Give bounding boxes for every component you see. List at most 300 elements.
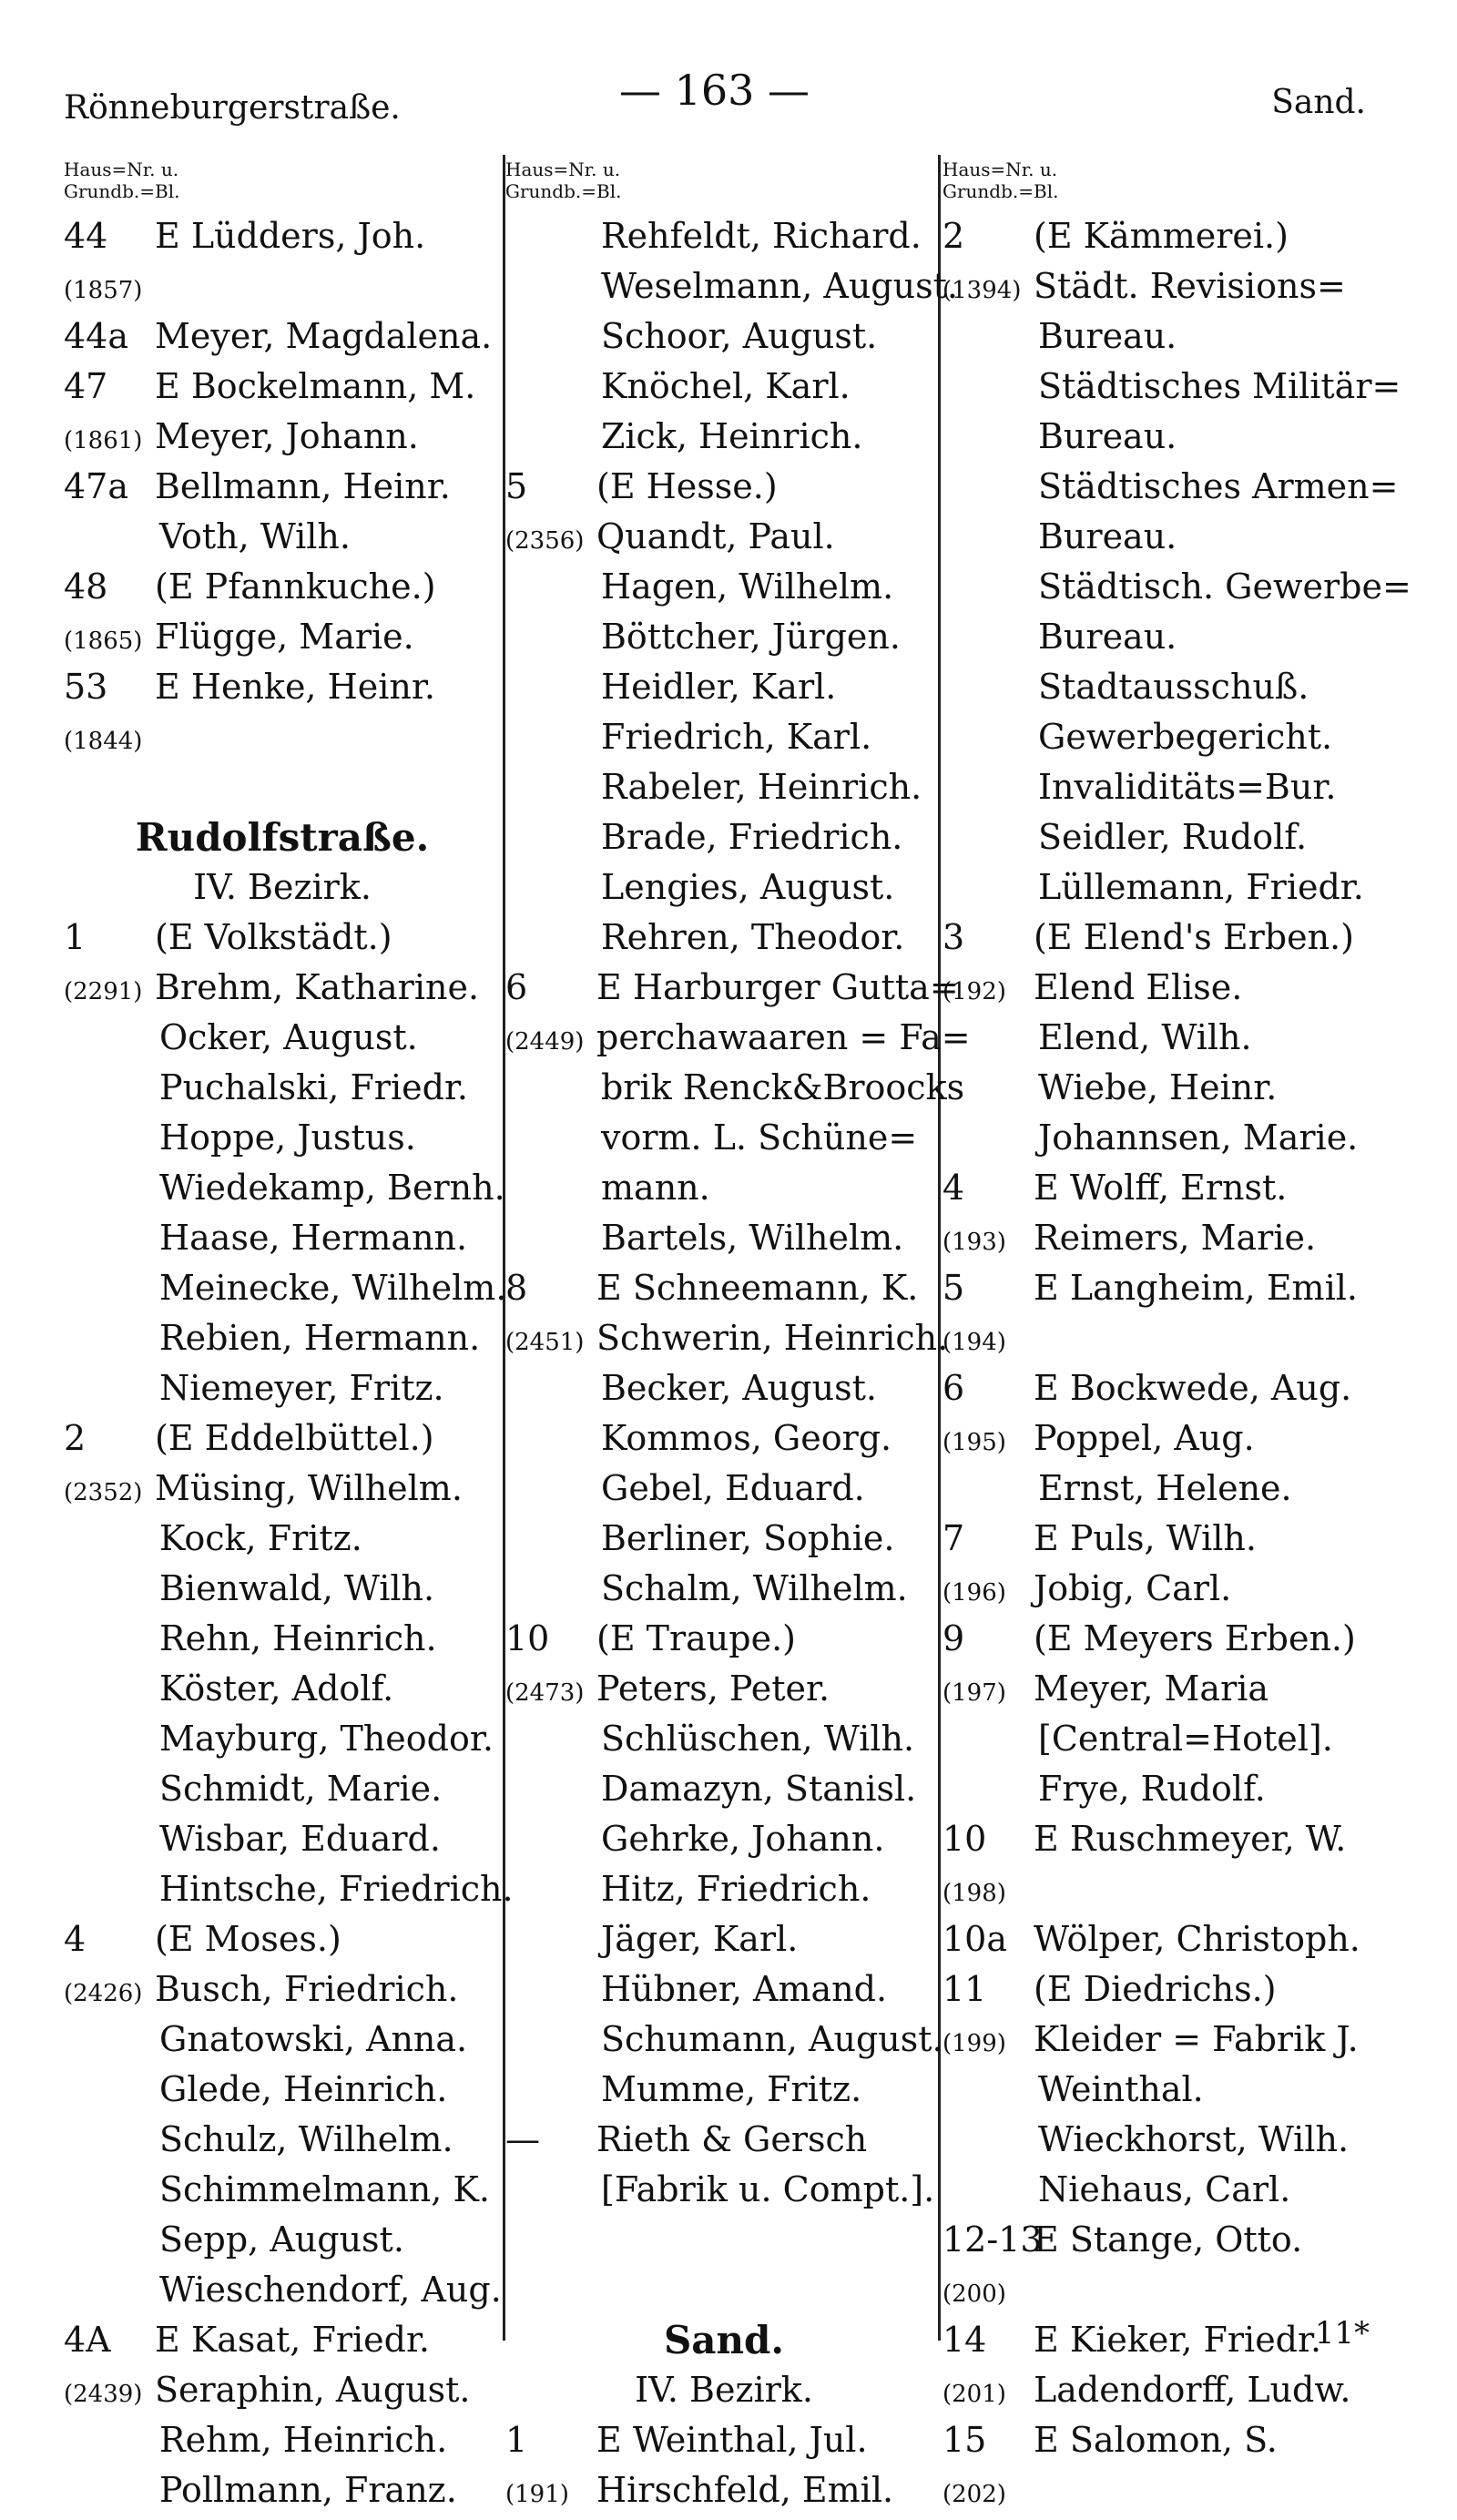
resident-name: Bureau. (1038, 516, 1177, 556)
directory-entry (505, 1363, 942, 1413)
resident-name: Jäger, Karl. (601, 1919, 799, 1959)
resident-name: Schlüschen, Wilh. (601, 1719, 915, 1759)
directory-entry (64, 662, 501, 712)
resident-name: Schulz, Wilhelm. (159, 2119, 453, 2159)
resident-name: Kommos, Georg. (601, 1418, 892, 1458)
resident-name: (E Kämmerei.) (1034, 216, 1289, 256)
district-heading: IV. Bezirk. (193, 867, 372, 907)
directory-entry (942, 1213, 1416, 1263)
directory-entry (64, 1564, 501, 1614)
resident-name: vorm. L. Schüne= (601, 1117, 918, 1158)
resident-name: Gebel, Eduard. (601, 1468, 865, 1508)
directory-entry (505, 1864, 942, 1914)
resident-name: Meyer, Magdalena. (155, 316, 493, 356)
directory-entry (942, 612, 1416, 662)
directory-entry (942, 1814, 1416, 1864)
resident-name: Wieckhorst, Wilh. (1038, 2119, 1350, 2159)
directory-entry (505, 1263, 942, 1313)
resident-name: Rehn, Heinrich. (159, 1618, 437, 1658)
directory-entry (64, 1063, 501, 1113)
page-header (0, 0, 1457, 155)
house-number: 1 (64, 917, 87, 957)
directory-entry (505, 1113, 942, 1163)
directory-entry (942, 812, 1416, 862)
directory-entry (942, 2465, 1416, 2515)
directory-entry (505, 362, 942, 412)
resident-name: E Salomon, S. (1034, 2420, 1278, 2460)
resident-name: Bienwald, Wilh. (159, 1568, 435, 1608)
directory-entry (505, 2115, 942, 2165)
resident-name: E Puls, Wilh. (1034, 1518, 1257, 1558)
resident-name: brik Renck&Broocks (601, 1067, 965, 1107)
directory-entry (942, 562, 1416, 612)
directory-entry (505, 712, 942, 762)
directory-entry (505, 913, 942, 963)
directory-entry (64, 1464, 501, 1514)
directory-entry (64, 2065, 501, 2115)
directory-entry (942, 1113, 1416, 1163)
street-heading: Rudolfstraße. (135, 815, 430, 860)
directory-entry (942, 211, 1416, 261)
resident-name: Brade, Friedrich. (601, 817, 903, 857)
directory-entry (505, 1614, 942, 1664)
directory-entry (942, 362, 1416, 412)
resident-name: Brehm, Katharine. (155, 967, 480, 1007)
resident-name: Becker, August. (601, 1368, 877, 1408)
resident-name: Friedrich, Karl. (601, 717, 872, 757)
resident-name: E Ruschmeyer, W. (1034, 1819, 1347, 1859)
house-number: 1 (505, 2420, 528, 2460)
directory-entry (64, 1313, 501, 1363)
directory-entry (942, 1664, 1416, 1714)
directory-entry (64, 1213, 501, 1263)
resident-name: Köster, Adolf. (159, 1668, 394, 1709)
house-number: 4A (64, 2320, 111, 2360)
directory-entry (942, 1163, 1416, 1213)
resident-name: (E Volkstädt.) (155, 917, 392, 957)
resident-name: Meyer, Maria (1034, 1668, 1269, 1709)
resident-name: Elend Elise. (1034, 967, 1243, 1007)
resident-name: E Schneemann, K. (596, 1268, 919, 1308)
directory-entry (942, 1914, 1416, 1964)
resident-name: Bellmann, Heinr. (155, 466, 451, 506)
house-number: 10 (505, 1618, 550, 1658)
land-register-number: (191) (505, 2481, 569, 2508)
directory-entry (505, 2465, 942, 2515)
directory-entry (942, 1363, 1416, 1413)
house-number: 9 (942, 1618, 965, 1658)
directory-entry (942, 1514, 1416, 1564)
land-register-number: (2426) (64, 1980, 143, 2007)
resident-name: Müsing, Wilhelm. (155, 1468, 463, 1508)
resident-name: Rehfeldt, Richard. (601, 216, 922, 256)
directory-entry (505, 1814, 942, 1864)
directory-entry (942, 2015, 1416, 2065)
resident-name: E Kasat, Friedr. (155, 2320, 431, 2360)
directory-entry (64, 562, 501, 612)
directory-entry (64, 1964, 501, 2015)
land-register-number: (193) (942, 1229, 1006, 1256)
land-register-number: (197) (942, 1679, 1006, 1707)
column-header: Haus=Nr. u. Grundb.=Bl. (942, 158, 1059, 202)
resident-name: Kock, Fritz. (159, 1518, 362, 1558)
resident-name: Wölper, Christoph. (1034, 1919, 1360, 1959)
spacer (505, 2215, 942, 2265)
resident-name: Weinthal. (1038, 2069, 1204, 2109)
resident-name: Hirschfeld, Emil. (596, 2470, 894, 2510)
resident-name: Mayburg, Theodor. (159, 1719, 494, 1759)
directory-entry (942, 311, 1416, 362)
directory-entry (505, 2065, 942, 2115)
directory-entry (505, 812, 942, 862)
resident-name: (E Hesse.) (596, 466, 778, 506)
directory-entry (942, 913, 1416, 963)
directory-entry (942, 1964, 1416, 2015)
resident-name: Elend, Wilh. (1038, 1017, 1252, 1057)
directory-entry (64, 2165, 501, 2215)
directory-entry (64, 2365, 501, 2415)
directory-entry (942, 1564, 1416, 1614)
resident-name: Meinecke, Wilhelm. (159, 1268, 507, 1308)
directory-entry (64, 1363, 501, 1413)
signature-mark: 11* (1314, 2315, 1370, 2352)
resident-name: Ernst, Helene. (1038, 1468, 1292, 1508)
land-register-number: (194) (942, 1329, 1006, 1356)
resident-name: Bureau. (1038, 416, 1177, 456)
resident-name: Rehm, Heinrich. (159, 2420, 448, 2460)
directory-entry (942, 1714, 1416, 1764)
resident-name: E Stange, Otto. (1034, 2219, 1303, 2260)
directory-entry (505, 1213, 942, 1263)
resident-name: Rieth & Gersch (596, 2119, 868, 2159)
resident-name: Wiebe, Heinr. (1038, 1067, 1278, 1107)
directory-entry (505, 1163, 942, 1213)
house-number: 14 (942, 2320, 987, 2360)
resident-name: Ladendorff, Ludw. (1034, 2370, 1351, 2410)
directory-entry (942, 2065, 1416, 2115)
resident-name: Rabeler, Heinrich. (601, 767, 922, 807)
directory-entry (64, 261, 501, 311)
land-register-number: (2439) (64, 2381, 143, 2408)
resident-name: Peters, Peter. (596, 1668, 830, 1709)
resident-name: Schumann, August. (601, 2019, 943, 2059)
land-register-number: (1844) (64, 728, 143, 755)
resident-name: E Henke, Heinr. (155, 667, 435, 707)
directory-entry (505, 2015, 942, 2065)
directory-entry (64, 1664, 501, 1714)
directory-entry (64, 311, 501, 362)
directory-entry (64, 2215, 501, 2265)
resident-name: E Lüdders, Joh. (155, 216, 426, 256)
column-3 (942, 158, 1416, 2508)
land-register-number: (201) (942, 2381, 1006, 2408)
resident-name: (E Pfannkuche.) (155, 566, 436, 607)
directory-entry (505, 862, 942, 913)
column-1 (64, 158, 514, 2510)
directory-entry (64, 1864, 514, 1914)
resident-name: mann. (601, 1168, 710, 1208)
resident-name: Rebien, Hermann. (159, 1318, 481, 1358)
directory-entry (942, 862, 1416, 913)
district-heading: IV. Bezirk. (635, 2370, 813, 2410)
resident-name: Wiedekamp, Bernh. (159, 1168, 505, 1208)
resident-name: perchawaaren = Fa= (596, 1017, 971, 1057)
house-number: 4 (64, 1919, 87, 1959)
land-register-number: (1857) (64, 277, 143, 304)
directory-entry (64, 2015, 501, 2065)
directory-entry (505, 963, 959, 1013)
resident-name: Schwerin, Heinrich. (596, 1318, 949, 1358)
directory-entry (64, 1163, 505, 1213)
resident-name: Ocker, August. (159, 1017, 418, 1057)
resident-name: Bureau. (1038, 617, 1177, 657)
house-number: 4 (942, 1168, 965, 1208)
resident-name: Seraphin, August. (155, 2370, 471, 2410)
resident-name: Böttcher, Jürgen. (601, 617, 901, 657)
directory-entry (942, 2115, 1416, 2165)
directory-entry (942, 2165, 1416, 2215)
directory-entry (942, 712, 1416, 762)
land-register-number: (199) (942, 2030, 1006, 2057)
directory-entry (942, 412, 1416, 462)
resident-name: Puchalski, Friedr. (159, 1067, 469, 1107)
land-register-number: (1394) (942, 277, 1022, 304)
resident-name: Schmidt, Marie. (159, 1769, 443, 1809)
resident-name: E Kieker, Friedr. (1034, 2320, 1322, 2360)
directory-entry (942, 1614, 1416, 1664)
resident-name: Hintsche, Friedrich. (159, 1869, 514, 1909)
resident-name: Flügge, Marie. (155, 617, 414, 657)
resident-name: Invaliditäts=Bur. (1038, 767, 1337, 807)
directory-entry (942, 963, 1416, 1013)
directory-entry (942, 2265, 1416, 2315)
directory-entry (505, 762, 942, 812)
resident-name: Quandt, Paul. (596, 516, 835, 556)
resident-name: (E Meyers Erben.) (1034, 1618, 1356, 1658)
resident-name: Wisbar, Eduard. (159, 1819, 441, 1859)
resident-name: Zick, Heinrich. (601, 416, 863, 456)
directory-entry (64, 1263, 507, 1313)
directory-entry (505, 2415, 942, 2465)
directory-entry (942, 1263, 1416, 1313)
house-number: 3 (942, 917, 965, 957)
resident-name: Weselmann, August. (601, 266, 958, 306)
land-register-number: (2291) (64, 978, 143, 1005)
resident-name: [Central=Hotel]. (1038, 1719, 1333, 1759)
directory-entry (505, 562, 942, 612)
directory-entry (64, 2465, 501, 2515)
resident-name: E Harburger Gutta= (596, 967, 959, 1007)
house-number: 6 (505, 967, 528, 1007)
resident-name: Stadtausschuß. (1038, 667, 1309, 707)
resident-name: (E Eddelbüttel.) (155, 1418, 434, 1458)
resident-name: Seidler, Rudolf. (1038, 817, 1308, 857)
resident-name: Rehren, Theodor. (601, 917, 905, 957)
directory-entry (505, 1413, 942, 1464)
resident-name: Lüllemann, Friedr. (1038, 867, 1364, 907)
directory-entry (64, 512, 501, 562)
resident-name: Lengies, August. (601, 867, 895, 907)
house-number: 12-13 (942, 2219, 1043, 2260)
resident-name: Schimmelmann, K. (159, 2169, 490, 2209)
resident-name: Bureau. (1038, 316, 1177, 356)
resident-name: E Weinthal, Jul. (596, 2420, 868, 2460)
directory-entry (505, 1013, 971, 1063)
resident-name: Hagen, Wilhelm. (601, 566, 894, 607)
directory-entry (64, 1764, 501, 1814)
directory-entry (505, 2165, 942, 2215)
directory-entry (64, 712, 501, 762)
resident-name: Johannsen, Marie. (1038, 1117, 1359, 1158)
directory-entry (505, 261, 958, 311)
house-number: — (505, 2119, 540, 2159)
directory-entry (942, 1464, 1416, 1514)
resident-name: Frye, Rudolf. (1038, 1769, 1266, 1809)
directory-entry (64, 211, 501, 261)
house-number: 2 (64, 1418, 87, 1458)
land-register-number: (198) (942, 1880, 1006, 1907)
directory-entry (64, 1614, 501, 1664)
directory-entry (64, 2265, 501, 2315)
resident-name: Schoor, August. (601, 316, 878, 356)
directory-entry (64, 2315, 501, 2365)
street-heading: Sand. (663, 2318, 785, 2362)
directory-entry (942, 462, 1416, 512)
house-number: 47a (64, 466, 129, 506)
directory-entry (942, 261, 1416, 311)
house-number: 47 (64, 366, 108, 406)
house-number: 11 (942, 1969, 987, 2009)
directory-entry (64, 1113, 501, 1163)
directory-entry (505, 1063, 965, 1113)
resident-name: Gehrke, Johann. (601, 1819, 885, 1859)
resident-name: Städtisches Armen= (1038, 466, 1399, 506)
directory-entry (942, 1864, 1416, 1914)
resident-name: Kleider = Fabrik J. (1034, 2019, 1359, 2059)
directory-entry (505, 1313, 949, 1363)
resident-name: Hitz, Friedrich. (601, 1869, 871, 1909)
directory-entry (505, 512, 942, 562)
resident-name: Heidler, Karl. (601, 667, 837, 707)
directory-entry (942, 1063, 1416, 1113)
running-head-street: Rönneburgerstraße. (64, 89, 401, 127)
land-register-number: (2473) (505, 1679, 585, 1707)
directory-entry (942, 2415, 1416, 2465)
land-register-number: (202) (942, 2481, 1006, 2508)
directory-entry (505, 1964, 942, 2015)
column-header: Haus=Nr. u. Grundb.=Bl. (64, 158, 180, 202)
directory-entry (64, 2115, 501, 2165)
spacer (64, 762, 501, 812)
directory-entry (942, 512, 1416, 562)
directory-entry (64, 1714, 501, 1764)
resident-name: Städtisches Militär= (1038, 366, 1401, 406)
resident-name: (E Elend's Erben.) (1034, 917, 1354, 957)
resident-name: Voth, Wilh. (159, 516, 351, 556)
resident-name: Hoppe, Justus. (159, 1117, 416, 1158)
directory-entry (505, 1764, 942, 1814)
directory-entry (505, 1564, 942, 1614)
house-number: 15 (942, 2420, 987, 2460)
resident-name: Niemeyer, Fritz. (159, 1368, 444, 1408)
directory-entry (505, 1714, 942, 1764)
house-number: 2 (942, 216, 965, 256)
resident-name: Meyer, Johann. (155, 416, 419, 456)
directory-entry (64, 1814, 501, 1864)
resident-name: E Bockelmann, M. (155, 366, 476, 406)
page-number: — 163 — (619, 66, 810, 115)
house-number: 10 (942, 1819, 987, 1859)
directory-entry (64, 1914, 501, 1964)
house-number: 44a (64, 316, 129, 356)
resident-name: Gewerbegericht. (1038, 717, 1333, 757)
directory-entry (942, 1413, 1416, 1464)
directory-entry (942, 1764, 1416, 1814)
resident-name: Städt. Revisions= (1034, 266, 1346, 306)
house-number: 5 (942, 1268, 965, 1308)
resident-name: Wieschendorf, Aug. (159, 2270, 502, 2310)
resident-name: Hübner, Amand. (601, 1969, 888, 2009)
resident-name: E Langheim, Emil. (1034, 1268, 1358, 1308)
house-number: 10a (942, 1919, 1008, 1959)
resident-name: (E Traupe.) (596, 1618, 797, 1658)
directory-entry (64, 412, 501, 462)
land-register-number: (196) (942, 1579, 1006, 1607)
house-number: 44 (64, 216, 108, 256)
resident-name: Städtisch. Gewerbe= (1038, 566, 1411, 607)
resident-name: [Fabrik u. Compt.]. (601, 2169, 935, 2209)
land-register-number: (1865) (64, 627, 143, 655)
resident-name: Mumme, Fritz. (601, 2069, 862, 2109)
resident-name: Schalm, Wilhelm. (601, 1568, 908, 1608)
house-number: 48 (64, 566, 108, 607)
resident-name: Haase, Hermann. (159, 1218, 468, 1258)
resident-name: Glede, Heinrich. (159, 2069, 448, 2109)
resident-name: Bartels, Wilhelm. (601, 1218, 904, 1258)
resident-name: (E Moses.) (155, 1919, 341, 1959)
spacer (505, 2265, 942, 2315)
house-number: 8 (505, 1268, 528, 1308)
resident-name: E Wolff, Ernst. (1034, 1168, 1288, 1208)
directory-entry (64, 362, 501, 412)
resident-name: Berliner, Sophie. (601, 1518, 895, 1558)
land-register-number: (200) (942, 2280, 1006, 2308)
directory-entry (64, 1413, 501, 1464)
directory-entry (942, 1013, 1416, 1063)
directory-entry (64, 612, 501, 662)
directory-entry (505, 662, 942, 712)
resident-name: E Bockwede, Aug. (1034, 1368, 1352, 1408)
directory-entry (64, 963, 501, 1013)
resident-name: Pollmann, Franz. (159, 2470, 457, 2510)
directory-entry (505, 211, 942, 261)
directory-entry (64, 1514, 501, 1564)
directory-entry (942, 1313, 1416, 1363)
directory-entry (505, 1914, 942, 1964)
directory-entry (64, 462, 501, 512)
house-number: 7 (942, 1518, 965, 1558)
directory-entry (505, 462, 942, 512)
house-number: 6 (942, 1368, 965, 1408)
directory-entry (505, 311, 942, 362)
resident-name: Knöchel, Karl. (601, 366, 851, 406)
house-number: 53 (64, 667, 108, 707)
land-register-number: (2352) (64, 1479, 143, 1506)
directory-entry (505, 612, 942, 662)
directory-entry (64, 2415, 501, 2465)
directory-entry (942, 762, 1416, 812)
directory-entry (942, 662, 1416, 712)
